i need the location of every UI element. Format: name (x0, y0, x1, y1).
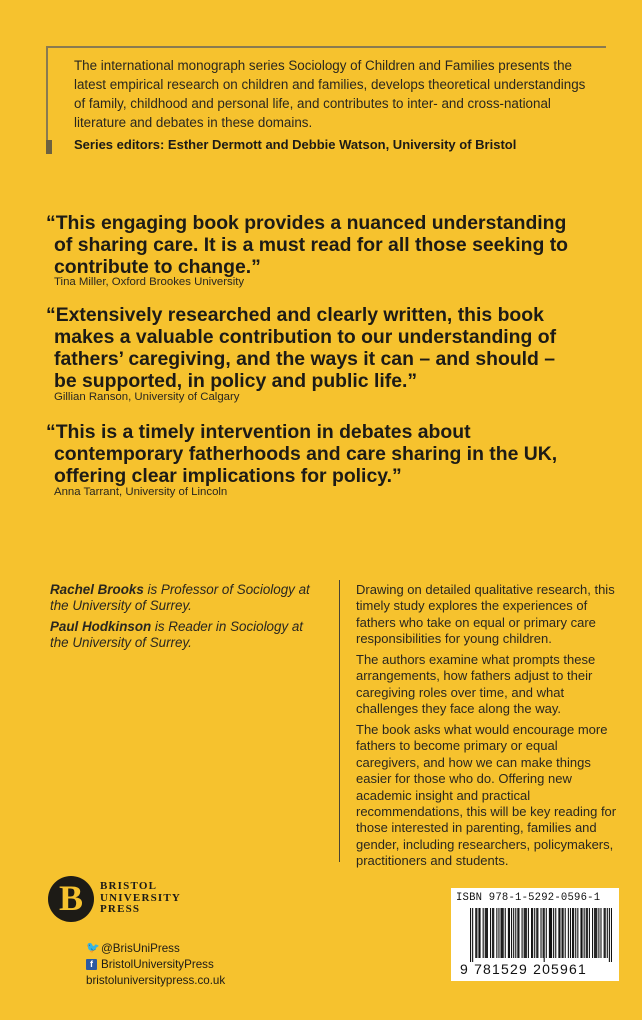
barcode-bar (525, 908, 526, 958)
barcode-bar (532, 908, 533, 958)
description-paragraph-2: The authors examine what prompts these arrangements, how fathers adjust to their caregiving roles over time, and what challenges they face along the way. (356, 652, 596, 717)
barcode-bar (513, 908, 514, 958)
barcode-bar (611, 908, 612, 962)
barcode-bar (553, 908, 554, 958)
publisher-name-line: BRISTOL (100, 880, 158, 892)
barcode-bar (537, 908, 538, 958)
series-description: The international monograph series Sociology of Children and Families presents the latest empirical research on children and families, develops theoretical understandings of family, childhood and personal life, and contributes to inter- and cross-national literature and debates in these domains. (74, 58, 586, 130)
barcode-bar (536, 908, 537, 958)
quote-line: contribute to change.” (54, 256, 261, 278)
barcode-bar (587, 908, 588, 958)
barcode-bar (487, 908, 488, 958)
barcode-bar (517, 908, 518, 958)
barcode-bar (493, 908, 494, 958)
barcode-bar (594, 908, 595, 958)
barcode-bar (550, 908, 551, 958)
barcode-bar (476, 908, 477, 958)
twitter-icon: 🐦 (86, 942, 100, 954)
author-name: Paul Hodkinson (50, 619, 152, 634)
barcode-bar (582, 908, 583, 958)
barcode-bar (498, 908, 499, 958)
author-bio-1 (50, 582, 320, 614)
barcode-bar (534, 908, 535, 958)
barcode-bar (515, 908, 516, 958)
barcode-bar (475, 908, 476, 958)
barcode-bar (485, 908, 486, 958)
barcode-bar (531, 908, 532, 958)
barcode-bar (595, 908, 596, 958)
barcode-bar (522, 908, 523, 958)
column-divider (339, 580, 340, 862)
barcode-bar (524, 908, 525, 958)
barcode-bar (496, 908, 497, 958)
barcode-bar (563, 908, 564, 958)
barcode-bar (505, 908, 506, 958)
quote-line: fathers’ caregiving, and the ways it can – and should – (54, 348, 556, 370)
barcode-bar (558, 908, 559, 958)
barcode-bar (572, 908, 573, 958)
quote-3-attribution: Anna Tarrant, University of Lincoln (54, 486, 228, 498)
barcode-bar (580, 908, 581, 958)
isbn-text: ISBN 978-1-5292-0596-1 (456, 892, 601, 904)
quote-3 (46, 421, 606, 487)
barcode-digits: 9 781529 205961 (460, 961, 587, 977)
barcode-bar (470, 908, 471, 962)
barcode-bar (607, 908, 608, 958)
barcode-bar (562, 908, 563, 958)
barcode-bar (592, 908, 593, 958)
barcode-bar (584, 908, 585, 958)
series-frame-tick (46, 140, 52, 154)
barcode-bar (543, 908, 544, 958)
quote-line: “Extensively researched and clearly written, this book (46, 304, 544, 326)
barcode-bar (551, 908, 552, 958)
barcode-bar (570, 908, 571, 958)
quote-line: offering clear implications for policy.” (54, 465, 402, 487)
barcode-bar (518, 908, 519, 958)
barcode-bar (509, 908, 510, 958)
barcode-bar (540, 908, 541, 958)
series-editors: Series editors: Esther Dermott and Debbie Watson, University of Bristol (74, 137, 517, 152)
description-paragraph-3: The book asks what would encourage more fathers to become primary or equal caregivers, and how we can make things easier for those who do. Offering new academic insight and practical recommendations, this will be key reading for those interested in parenting, families and gender, including researchers, policymakers, practitioners and students. (356, 722, 617, 869)
quote-line: “This engaging book provides a nuanced understanding (46, 212, 567, 234)
publisher-logo-icon: B (48, 876, 94, 922)
barcode-bar (598, 908, 599, 958)
barcode-bar (559, 908, 560, 958)
author-bio-text: is Professor of Sociology at the University of Surrey. (50, 582, 310, 613)
quote-2-attribution: Gillian Ranson, University of Calgary (54, 391, 240, 403)
author-name: Rachel Brooks (50, 582, 144, 597)
barcode-bar (568, 908, 569, 958)
barcode-bar (479, 908, 480, 958)
barcode-bar (573, 908, 574, 958)
barcode-bars (470, 908, 612, 962)
quote-line: of sharing care. It is a must read for all those seeking to (54, 234, 568, 256)
barcode-bar (544, 908, 545, 962)
barcode-bar (577, 908, 578, 958)
quote-line: be supported, in policy and public life.” (54, 370, 418, 392)
quote-2 (46, 304, 606, 392)
barcode-bar (478, 908, 479, 958)
barcode-bar (492, 908, 493, 958)
website-text: bristoluniversitypress.co.uk (86, 974, 226, 987)
barcode-bar (508, 908, 509, 958)
barcode-bar (511, 908, 512, 958)
barcode-bar (503, 908, 504, 958)
publisher-name-line: UNIVERSITY (100, 891, 182, 904)
quote-1 (46, 212, 606, 278)
quote-line: “This is a timely intervention in debates about (46, 421, 471, 443)
barcode-bar (555, 908, 556, 958)
barcode-bar (609, 908, 610, 962)
barcode-bar (472, 908, 473, 962)
twitter-handle[interactable] (86, 942, 180, 955)
quote-line: makes a valuable contribution to our understanding of (54, 326, 557, 348)
barcode-bar (528, 908, 529, 958)
description-paragraph-1: Drawing on detailed qualitative research, this timely study explores the experiences of fathers who take on equal or primary care responsibilities for young children. (356, 582, 615, 647)
barcode-bar (486, 908, 487, 958)
barcode-bar (565, 908, 566, 958)
barcode-bar (490, 908, 491, 958)
publisher-name (100, 881, 181, 916)
barcode-bar (526, 908, 527, 958)
barcode-bar (605, 908, 606, 958)
quote-line: contemporary fatherhoods and care sharing in the UK, (54, 443, 558, 465)
facebook-page-text: BristolUniversityPress (101, 958, 214, 971)
barcode-bar (589, 908, 590, 958)
website-link[interactable] (86, 974, 225, 987)
facebook-icon: f (86, 959, 97, 970)
barcode-bar (604, 908, 605, 958)
barcode-bar (575, 908, 576, 958)
barcode-bar (596, 908, 597, 958)
barcode-bar (483, 908, 484, 958)
author-bio-2 (50, 619, 320, 651)
twitter-handle-text: @BrisUniPress (101, 942, 180, 955)
barcode-bar (501, 908, 502, 958)
barcode-bar (549, 908, 550, 958)
barcode-bar (502, 908, 503, 958)
barcode-bar (600, 908, 601, 958)
quote-1-attribution: Tina Miller, Oxford Brookes University (54, 276, 245, 288)
publisher-name-line: PRESS (100, 903, 141, 915)
author-bio-text: is Reader in Sociology at the University of Surrey. (50, 619, 304, 650)
facebook-page[interactable] (86, 958, 214, 971)
barcode-bar (546, 908, 547, 958)
barcode-bar (586, 908, 587, 958)
